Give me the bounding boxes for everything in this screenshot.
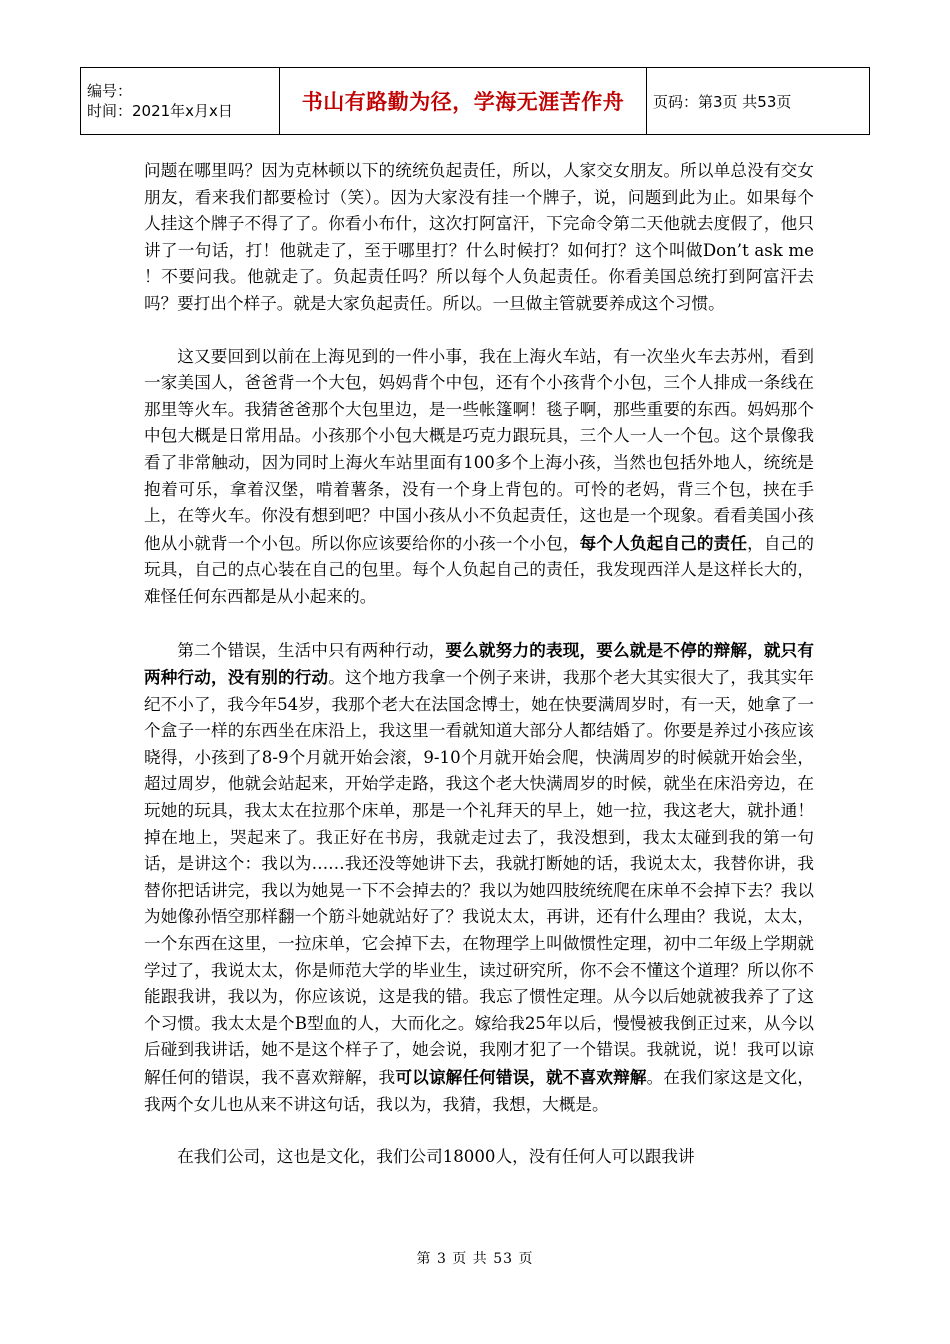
paragraph-spacer (144, 611, 814, 637)
paragraph-2 (144, 344, 814, 611)
paragraph-text: 第二个错误，生活中只有两种行动， (177, 640, 446, 660)
paragraph-spacer (144, 1118, 814, 1144)
paragraph-text: 。这个地方我拿一个例子来讲，我那个老大其实很大了，我其实年纪不小了，我今年54岁，我那个老大在法国念博士，她在快要满周岁时，有一天，她拿了一个盒子一样的东西坐在床沿上，我这里一看就知道大部分人都结婚了。你要是养过小孩应该晓得，小孩到了8-9个月就开始会滚，9-10个月就开始会爬，快满周岁的时候就开始会坐，超过周岁，他就会站起来，开始学走路，我这个老大快满周岁的时候，就坐在床沿旁边，在玩她的玩具，我太太在拉那个床单，那是一个礼拜天的早上，她一拉，我这老大，就扑通！掉在地上，哭起来了。我正好在书房，我就走过去了，我没想到，我太太碰到我的第一句话，是讲这个：我以为……我还没等她讲下去，我就打断她的话，我说太太，我替你讲，我替你把话讲完，我以为她晃一下不会掉去的？我以为她四肢统统爬在床单不会掉下去？我以为她像孙悟空那样翻一个筋斗她就站好了？我说太太，再讲，还有什么理由？我说，太太，一个东西在这里，一拉床单，它会掉下去，在物理学上叫做惯性定理，初中二年级上学期就学过了，我说太太，你是师范大学的毕业生，读过研究所，你不会不懂这个道理？所以你不能跟我讲，我以为，你应该说，这是我的错。我忘了惯性定理。从今以后她就被我养了了这个习惯。我太太是个B型血的人，大而化之。嫁给我25年以后，慢慢被我倒正过来，从今以后碰到我讲话，她不是这个样子了，她会说，我刚才犯了一个错误。我就说，说！我可以谅解任何的错误，我不喜欢辩解，我 (144, 668, 815, 1087)
document-body (144, 158, 814, 1171)
header-meta-cell (81, 68, 280, 135)
paragraph-4 (144, 1144, 814, 1171)
bold-emphasis: 每个人负起自己的责任 (579, 532, 748, 553)
bold-emphasis: 可以谅解任何错误，就不喜欢辩解 (395, 1067, 647, 1087)
date-label: 时间：2021年x月x日 (87, 102, 233, 120)
page-header (80, 67, 870, 135)
paragraph-3 (144, 637, 814, 1119)
paragraph-1 (144, 158, 814, 318)
paragraph-text: ，自己的玩具，自己的点心装在自己的包里。每个人负起自己的责任，我发现西洋人是这样长大的，难怪任何东西都是从小起来的。 (144, 533, 815, 606)
paragraph-text: 。在我们家这是文化，我两个女儿也从来不讲这句话，我以为，我猜，我想，大概是。 (144, 1068, 815, 1114)
paragraph-spacer (144, 318, 814, 344)
header-motto: 书山有路勤为径，学海无涯苦作舟 (280, 68, 647, 135)
serial-number-label: 编号： (87, 82, 133, 100)
header-page-number: 页码：第3页 共53页 (647, 68, 870, 135)
bold-emphasis: 要么就努力的表现，要么就是不停的辩解，就只有两种行动，没有别的行动 (144, 639, 814, 688)
page-footer: 第 3 页 共 53 页 (416, 1251, 534, 1267)
paragraph-text: 在我们公司，这也是文化，我们公司18000人，没有任何人可以跟我讲 (177, 1147, 695, 1167)
paragraph-text: 问题在哪里吗？因为克林顿以下的统统负起责任，所以，人家交女朋友。所以单总没有交女朋友，看来我们都要检讨（笑）。因为大家没有挂一个牌子，说，问题到此为止。如果每个人挂这个牌子不得了了。你看小布什，这次打阿富汗，下完命令第二天他就去度假了，他只讲了一句话，打！他就走了，至于哪里打？什么时候打？如何打？这个叫做Don’t ask me ！不要问我。他就走了。负起责任吗？所以每个人负起责任。你看美国总统打到阿富汗去吗？要打出个样子。就是大家负起责任。所以。一旦做主管就要养成这个习惯。 (144, 161, 814, 313)
paragraph-text: 这又要回到以前在上海见到的一件小事，我在上海火车站，有一次坐火车去苏州，看到一家美国人，爸爸背一个大包，妈妈背个中包，还有个小孩背个小包，三个人排成一条线在那里等火车。我猜爸爸那个大包里边，是一些帐篷啊！毯子啊，那些重要的东西。妈妈那个中包大概是日常用品。小孩那个小包大概是巧克力跟玩具，三个人一人一个包。这个景像我看了非常触动，因为同时上海火车站里面有100多个上海小孩，当然也包括外地人，统统是抱着可乐，拿着汉堡，啃着薯条，没有一个身上背包的。可怜的老妈，背三个包，挟在手上，在等火车。你没有想到吧？中国小孩从小不负起责任，这也是一个现象。看看美国小孩他从小就背一个小包。所以你应该要给你的小孩一个小包， (144, 346, 814, 553)
